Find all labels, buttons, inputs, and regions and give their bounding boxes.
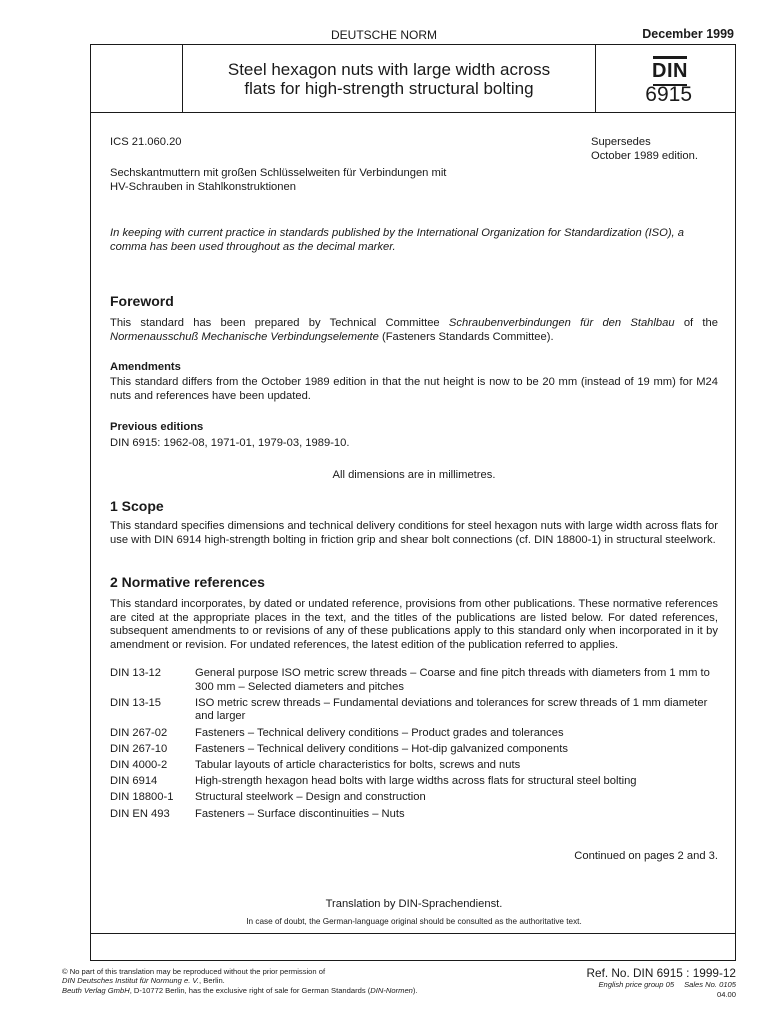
translation-credit: Translation by DIN-Sprachendienst. <box>325 898 503 910</box>
supersedes-line-1: Supersedes <box>591 136 651 148</box>
dimensions-note: All dimensions are in millimetres. <box>332 469 496 481</box>
issue-date: December 1999 <box>642 27 734 41</box>
reference-title: ISO metric screw threads – Fundamental deviations and tolerances for screw threads of 1 mm diameter and larger <box>195 696 708 723</box>
normative-references-heading: 2 Normative references <box>110 574 265 590</box>
reference-number: Ref. No. DIN 6915 : 1999-12 <box>586 966 736 980</box>
reference-code: DIN 6914 <box>110 775 158 788</box>
reference-title: Tabular layouts of article characteristics for bolts, screws and nuts <box>195 758 521 771</box>
previous-editions-heading: Previous editions <box>110 421 204 433</box>
scope-heading: 1 Scope <box>110 498 164 514</box>
copyright-line-1: © No part of this translation may be reproduced without the prior permission of <box>62 967 326 976</box>
norm-label: DEUTSCHE NORM <box>330 28 437 42</box>
din-number: 6915 <box>645 83 692 106</box>
reference-item <box>110 759 718 773</box>
title-line-1: Steel hexagon nuts with large width across <box>227 60 551 79</box>
continued-note: Continued on pages 2 and 3. <box>574 850 718 862</box>
reference-item <box>110 808 718 822</box>
reference-item <box>110 667 718 694</box>
reference-item <box>110 791 718 805</box>
sales-number: Sales No. 0105 <box>684 980 736 989</box>
reference-title: Fasteners – Technical delivery conditions – Product grades and tolerances <box>195 726 564 739</box>
reference-list <box>110 667 718 824</box>
din-logo-top-bar <box>653 56 687 59</box>
reference-title: High-strength hexagon head bolts with large widths across flats for structural steel bolting <box>195 775 637 788</box>
price-info <box>516 980 736 990</box>
din-logo-text: DIN <box>652 60 688 82</box>
iso-decimal-note: In keeping with current practice in standards published by the International Organization for Standardization (ISO), a comma has been used throughout as the decimal marker. <box>110 227 684 253</box>
reference-code: DIN 18800-1 <box>110 791 174 804</box>
reference-title: Structural steelwork – Design and construction <box>195 791 426 804</box>
reference-item <box>110 775 718 789</box>
german-title-line-2: HV-Schrauben in Stahlkonstruktionen <box>110 180 296 193</box>
page-frame <box>90 44 736 961</box>
footer-divider <box>91 933 735 934</box>
supersedes-note <box>591 136 731 163</box>
amendments-text: This standard differs from the October 1989 edition in that the nut height is now to be 20 mm (instead of 19 mm) for M24 nuts and references have been updated. <box>110 376 718 402</box>
reference-item <box>110 743 718 757</box>
reference-item <box>110 697 718 724</box>
foreword-text: This standard has been prepared by Technical Committee Schraubenverbindungen für den Stahlbau of the Normenausschuß Mechanische Verbindungselemente (Fasteners Standards Committee). <box>110 317 718 343</box>
supersedes-line-2: October 1989 edition. <box>591 149 698 162</box>
copyright-line-3: Beuth Verlag GmbH, D-10772 Berlin, has the exclusive right of sale for German Standards (DIN-Normen). <box>62 985 418 995</box>
reference-code: DIN EN 493 <box>110 807 170 820</box>
reference-title: Fasteners – Technical delivery conditions – Hot-dip galvanized components <box>195 742 568 755</box>
german-title <box>110 167 540 194</box>
reference-code: DIN 13-15 <box>110 696 161 709</box>
copyright-line-2: DIN Deutsches Institut für Normung e. V., Berlin. <box>62 976 225 986</box>
version-code: 04.00 <box>716 990 736 999</box>
din-logo <box>650 56 690 86</box>
reference-title: General purpose ISO metric screw threads – Coarse and fine pitch threads with diameters from 1 mm to 300 mm – Selected diameters and pitches <box>195 667 710 693</box>
din-badge <box>595 45 735 112</box>
foreword-heading: Foreword <box>110 293 174 309</box>
reference-code: DIN 13-12 <box>110 667 161 679</box>
authoritative-text-note: In case of doubt, the German-language original should be consulted as the authoritative text. <box>246 917 582 926</box>
copyright-notice <box>62 967 532 995</box>
title-block <box>91 45 735 113</box>
price-group: English price group 05 <box>598 980 675 989</box>
reference-title: Fasteners – Surface discontinuities – Nuts <box>195 807 405 820</box>
document-title <box>183 60 595 98</box>
amendments-heading: Amendments <box>110 361 181 373</box>
german-title-line-1: Sechskantmuttern mit großen Schlüsselweiten für Verbindungen mit <box>110 167 447 179</box>
ics-code: ICS 21.060.20 <box>110 136 182 148</box>
reference-code: DIN 267-02 <box>110 726 168 739</box>
title-block-left-cell <box>91 45 183 112</box>
previous-editions-text: DIN 6915: 1962-08, 1971-01, 1979-03, 1989-10. <box>110 437 350 449</box>
reference-item <box>110 727 718 741</box>
reference-block <box>516 966 736 999</box>
scope-text: This standard specifies dimensions and technical delivery conditions for steel hexagon nuts with large width across flats for use with DIN 6914 high-strength bolting in friction grip and shear bolt connections (cf. DIN 18800-1) in structural steelwork. <box>110 520 718 546</box>
reference-code: DIN 267-10 <box>110 742 168 755</box>
reference-code: DIN 4000-2 <box>110 758 168 771</box>
normative-references-text: This standard incorporates, by dated or undated reference, provisions from other publications. These normative references are cited at the appropriate places in the text, and the titles of the publications are listed below. For dated references, subsequent amendments to or revisions of any of these publications apply to this standard only when incorporated in it by amendment or revision. For undated references, the latest edition of the publication referred to applies. <box>110 598 718 651</box>
title-line-2: flats for high-strength structural bolting <box>244 79 534 98</box>
